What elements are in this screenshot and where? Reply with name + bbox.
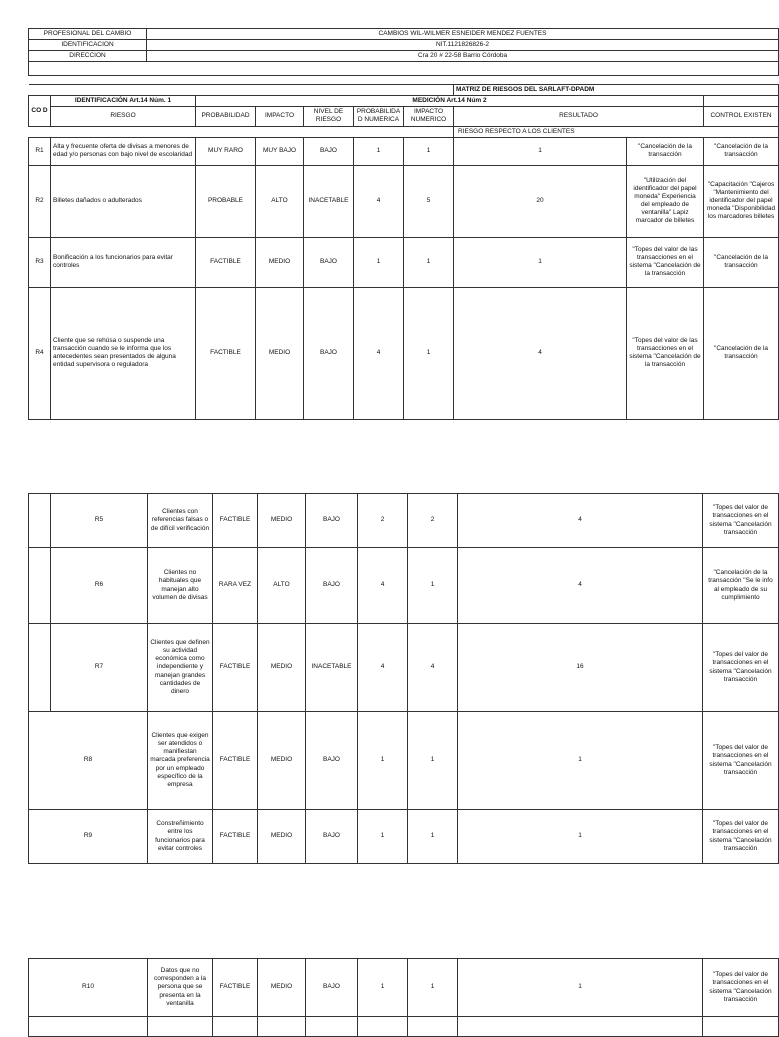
result: 1	[458, 959, 703, 1017]
table-row	[29, 624, 779, 712]
probability: FACTIBLE	[196, 237, 256, 287]
impact: MEDIO	[258, 494, 306, 548]
impact: MEDIO	[256, 237, 304, 287]
numeric-probability: 1	[358, 810, 408, 864]
result: 1	[458, 712, 703, 810]
control-1: "Topes del valor de transacciones en el sistema "Cancelación transacción	[703, 712, 779, 810]
table-row	[29, 237, 779, 287]
risk-level: INACETABLE	[306, 624, 358, 712]
risk-level: BAJO	[306, 712, 358, 810]
result: 1	[458, 810, 703, 864]
risk-description: Clientes que exigen ser atendidos o manifiestan marcada preferencia por un empleado específico de la empresa	[148, 712, 213, 810]
result: 1	[454, 137, 627, 165]
risk-code: R5	[51, 494, 148, 548]
control-1: "Topes del valor de transacciones en el sistema "Cancelación transacción	[703, 494, 779, 548]
probability: FACTIBLE	[196, 287, 256, 419]
existing-control-header: CONTROL EXISTEN	[704, 107, 779, 126]
risk-level: BAJO	[304, 237, 354, 287]
numeric-impact-header: IMPACTO NUMERICO	[404, 107, 454, 126]
numeric-impact: 2	[408, 494, 458, 548]
risk-description: Constreñimiento entre los funcionarios para evitar controles	[148, 810, 213, 864]
numeric-impact: 1	[404, 287, 454, 419]
result: 16	[458, 624, 703, 712]
impact: MEDIO	[258, 959, 306, 1017]
risk-level-header: NIVEL DE RIESGO	[304, 107, 354, 126]
cod-header: CO D	[29, 96, 51, 126]
impact: MEDIO	[258, 624, 306, 712]
professional-label: PROFESIONAL DEL CAMBIO	[29, 29, 147, 40]
control-1: "Topes del valor de transacciones en el sistema "Cancelación transacción	[703, 624, 779, 712]
probability: MUY RARO	[196, 137, 256, 165]
address-label: DIRECCION	[29, 51, 147, 62]
numeric-impact: 1	[408, 959, 458, 1017]
numeric-probability: 4	[354, 165, 404, 237]
risk-code: R8	[29, 712, 148, 810]
risk-code: R10	[29, 959, 148, 1017]
control-1: "Cancelación de la transacción	[627, 137, 704, 165]
numeric-impact: 4	[408, 624, 458, 712]
numeric-impact: 1	[404, 237, 454, 287]
numeric-probability-header: PROBABILIDA D NUMERICA	[354, 107, 404, 126]
table-row	[29, 165, 779, 237]
numeric-probability: 1	[354, 237, 404, 287]
result: 4	[458, 548, 703, 624]
risk-code: R4	[29, 287, 51, 419]
probability: FACTIBLE	[213, 712, 258, 810]
measurement-group-header: MEDICIÓN Art.14 Núm 2	[196, 96, 704, 107]
table-row	[29, 1017, 779, 1037]
result: 1	[454, 237, 627, 287]
risk-level: BAJO	[306, 959, 358, 1017]
matrix-title: MATRIZ DE RIESGOS DEL SARLAFT-DPADM	[454, 85, 779, 96]
numeric-probability: 1	[358, 712, 408, 810]
table-row	[29, 548, 779, 624]
risk-code: R1	[29, 137, 51, 165]
risk-description: Alta y frecuente oferta de divisas a menores de edad y/o personas con bajo nivel de escolaridad	[51, 137, 196, 165]
risk-code: R6	[51, 548, 148, 624]
table-row	[29, 137, 779, 165]
result: 4	[458, 494, 703, 548]
impact-header: IMPACTO	[256, 107, 304, 126]
identification-label: IDENTIFICACION	[29, 40, 147, 51]
risk-code: R2	[29, 165, 51, 237]
numeric-probability: 4	[358, 548, 408, 624]
probability-header: PROBABILIDAD	[196, 107, 256, 126]
result: 4	[454, 287, 627, 419]
control-1: "Topes del valor de las transacciones en el sistema "Cancelación de la transacción	[627, 237, 704, 287]
risk-code: R3	[29, 237, 51, 287]
probability: FACTIBLE	[213, 959, 258, 1017]
table-row	[29, 287, 779, 419]
control-2: "Cancelación de la transacción	[704, 287, 779, 419]
probability: FACTIBLE	[213, 810, 258, 864]
numeric-impact: 1	[408, 810, 458, 864]
risk-description: Billetes dañados o adulterados	[51, 165, 196, 237]
control-2: "Cancelación de la transacción	[704, 237, 779, 287]
probability: FACTIBLE	[213, 494, 258, 548]
control-1: "Topes del valor de transacciones en el sistema "Cancelación transacción	[703, 810, 779, 864]
risk-matrix-table	[28, 84, 779, 420]
result: 20	[454, 165, 627, 237]
risk-header: RIESGO	[51, 107, 196, 126]
risk-description: Clientes no habituales que manejan alto volumen de divisas	[148, 548, 213, 624]
impact: MEDIO	[258, 712, 306, 810]
risk-level: BAJO	[304, 137, 354, 165]
risk-description: Datos que no corresponden a la persona que se presenta en la ventanilla	[148, 959, 213, 1017]
control-2: "Capacitación "Cajeros "Mantenimiento del identificador del papel moneda "Disponibilidad los marcadores billetes	[704, 165, 779, 237]
identification-group-header: IDENTIFICACIÓN Art.14 Núm. 1	[51, 96, 196, 107]
risk-description: Bonificación a los funcionarios para evitar controles	[51, 237, 196, 287]
numeric-probability: 4	[358, 624, 408, 712]
probability: RARA VEZ	[213, 548, 258, 624]
risk-level: BAJO	[306, 548, 358, 624]
identification-value: NIT.1121826826-2	[147, 40, 779, 51]
risk-matrix-continued-table-2	[28, 958, 779, 1037]
risk-level: INACETABLE	[304, 165, 354, 237]
risk-code: R7	[51, 624, 148, 712]
control-2: "Cancelación de la transacción	[704, 137, 779, 165]
numeric-impact: 1	[408, 548, 458, 624]
impact: ALTO	[256, 165, 304, 237]
numeric-probability: 1	[354, 137, 404, 165]
address-value: Cra 20 # 22-58 Barrio Córdoba	[147, 51, 779, 62]
table-row	[29, 810, 779, 864]
control-1: "Topes del valor de transacciones en el sistema "Cancelación transacción	[703, 959, 779, 1017]
risk-code: R9	[29, 810, 148, 864]
risk-description: Clientes que definen su actividad económica como independiente y manejan grandes cantidades de dinero	[148, 624, 213, 712]
risk-matrix-continued-table	[28, 493, 779, 864]
table-row	[29, 959, 779, 1017]
impact: MUY BAJO	[256, 137, 304, 165]
section-clients: RIESGO RESPECTO A LOS CLIENTES	[454, 126, 779, 137]
numeric-probability: 2	[358, 494, 408, 548]
spacer-row	[29, 62, 779, 76]
risk-description: Clientes con referencias falsas o de difícil verificación	[148, 494, 213, 548]
numeric-impact: 1	[404, 137, 454, 165]
table-row	[29, 494, 779, 548]
numeric-probability: 1	[358, 959, 408, 1017]
control-1: "Topes del valor de las transacciones en el sistema "Cancelación de la transacción	[627, 287, 704, 419]
risk-level: BAJO	[306, 810, 358, 864]
professional-value: CAMBIOS WIL-WILMER ESNEIDER MENDEZ FUENTES	[147, 29, 779, 40]
control-1: "Utilización del identificador del papel moneda" Experiencia del empleado de ventanilla" Lapiz marcador de billetes	[627, 165, 704, 237]
impact: ALTO	[258, 548, 306, 624]
numeric-impact: 5	[404, 165, 454, 237]
impact: MEDIO	[256, 287, 304, 419]
probability: FACTIBLE	[213, 624, 258, 712]
table-row	[29, 712, 779, 810]
control-1: "Cancelación de la transacción "Se le info al empleado de su cumplimiento	[703, 548, 779, 624]
risk-level: BAJO	[306, 494, 358, 548]
risk-level: BAJO	[304, 287, 354, 419]
result-header: RESULTADO	[454, 107, 704, 126]
impact: MEDIO	[258, 810, 306, 864]
company-header-table	[28, 28, 779, 76]
probability: PROBABLE	[196, 165, 256, 237]
risk-description: Cliente que se rehúsa o suspende una transacción cuando se le informa que los antecedentes sean presentados de alguna entidad supervisora o reguladora	[51, 287, 196, 419]
numeric-impact: 1	[408, 712, 458, 810]
numeric-probability: 4	[354, 287, 404, 419]
